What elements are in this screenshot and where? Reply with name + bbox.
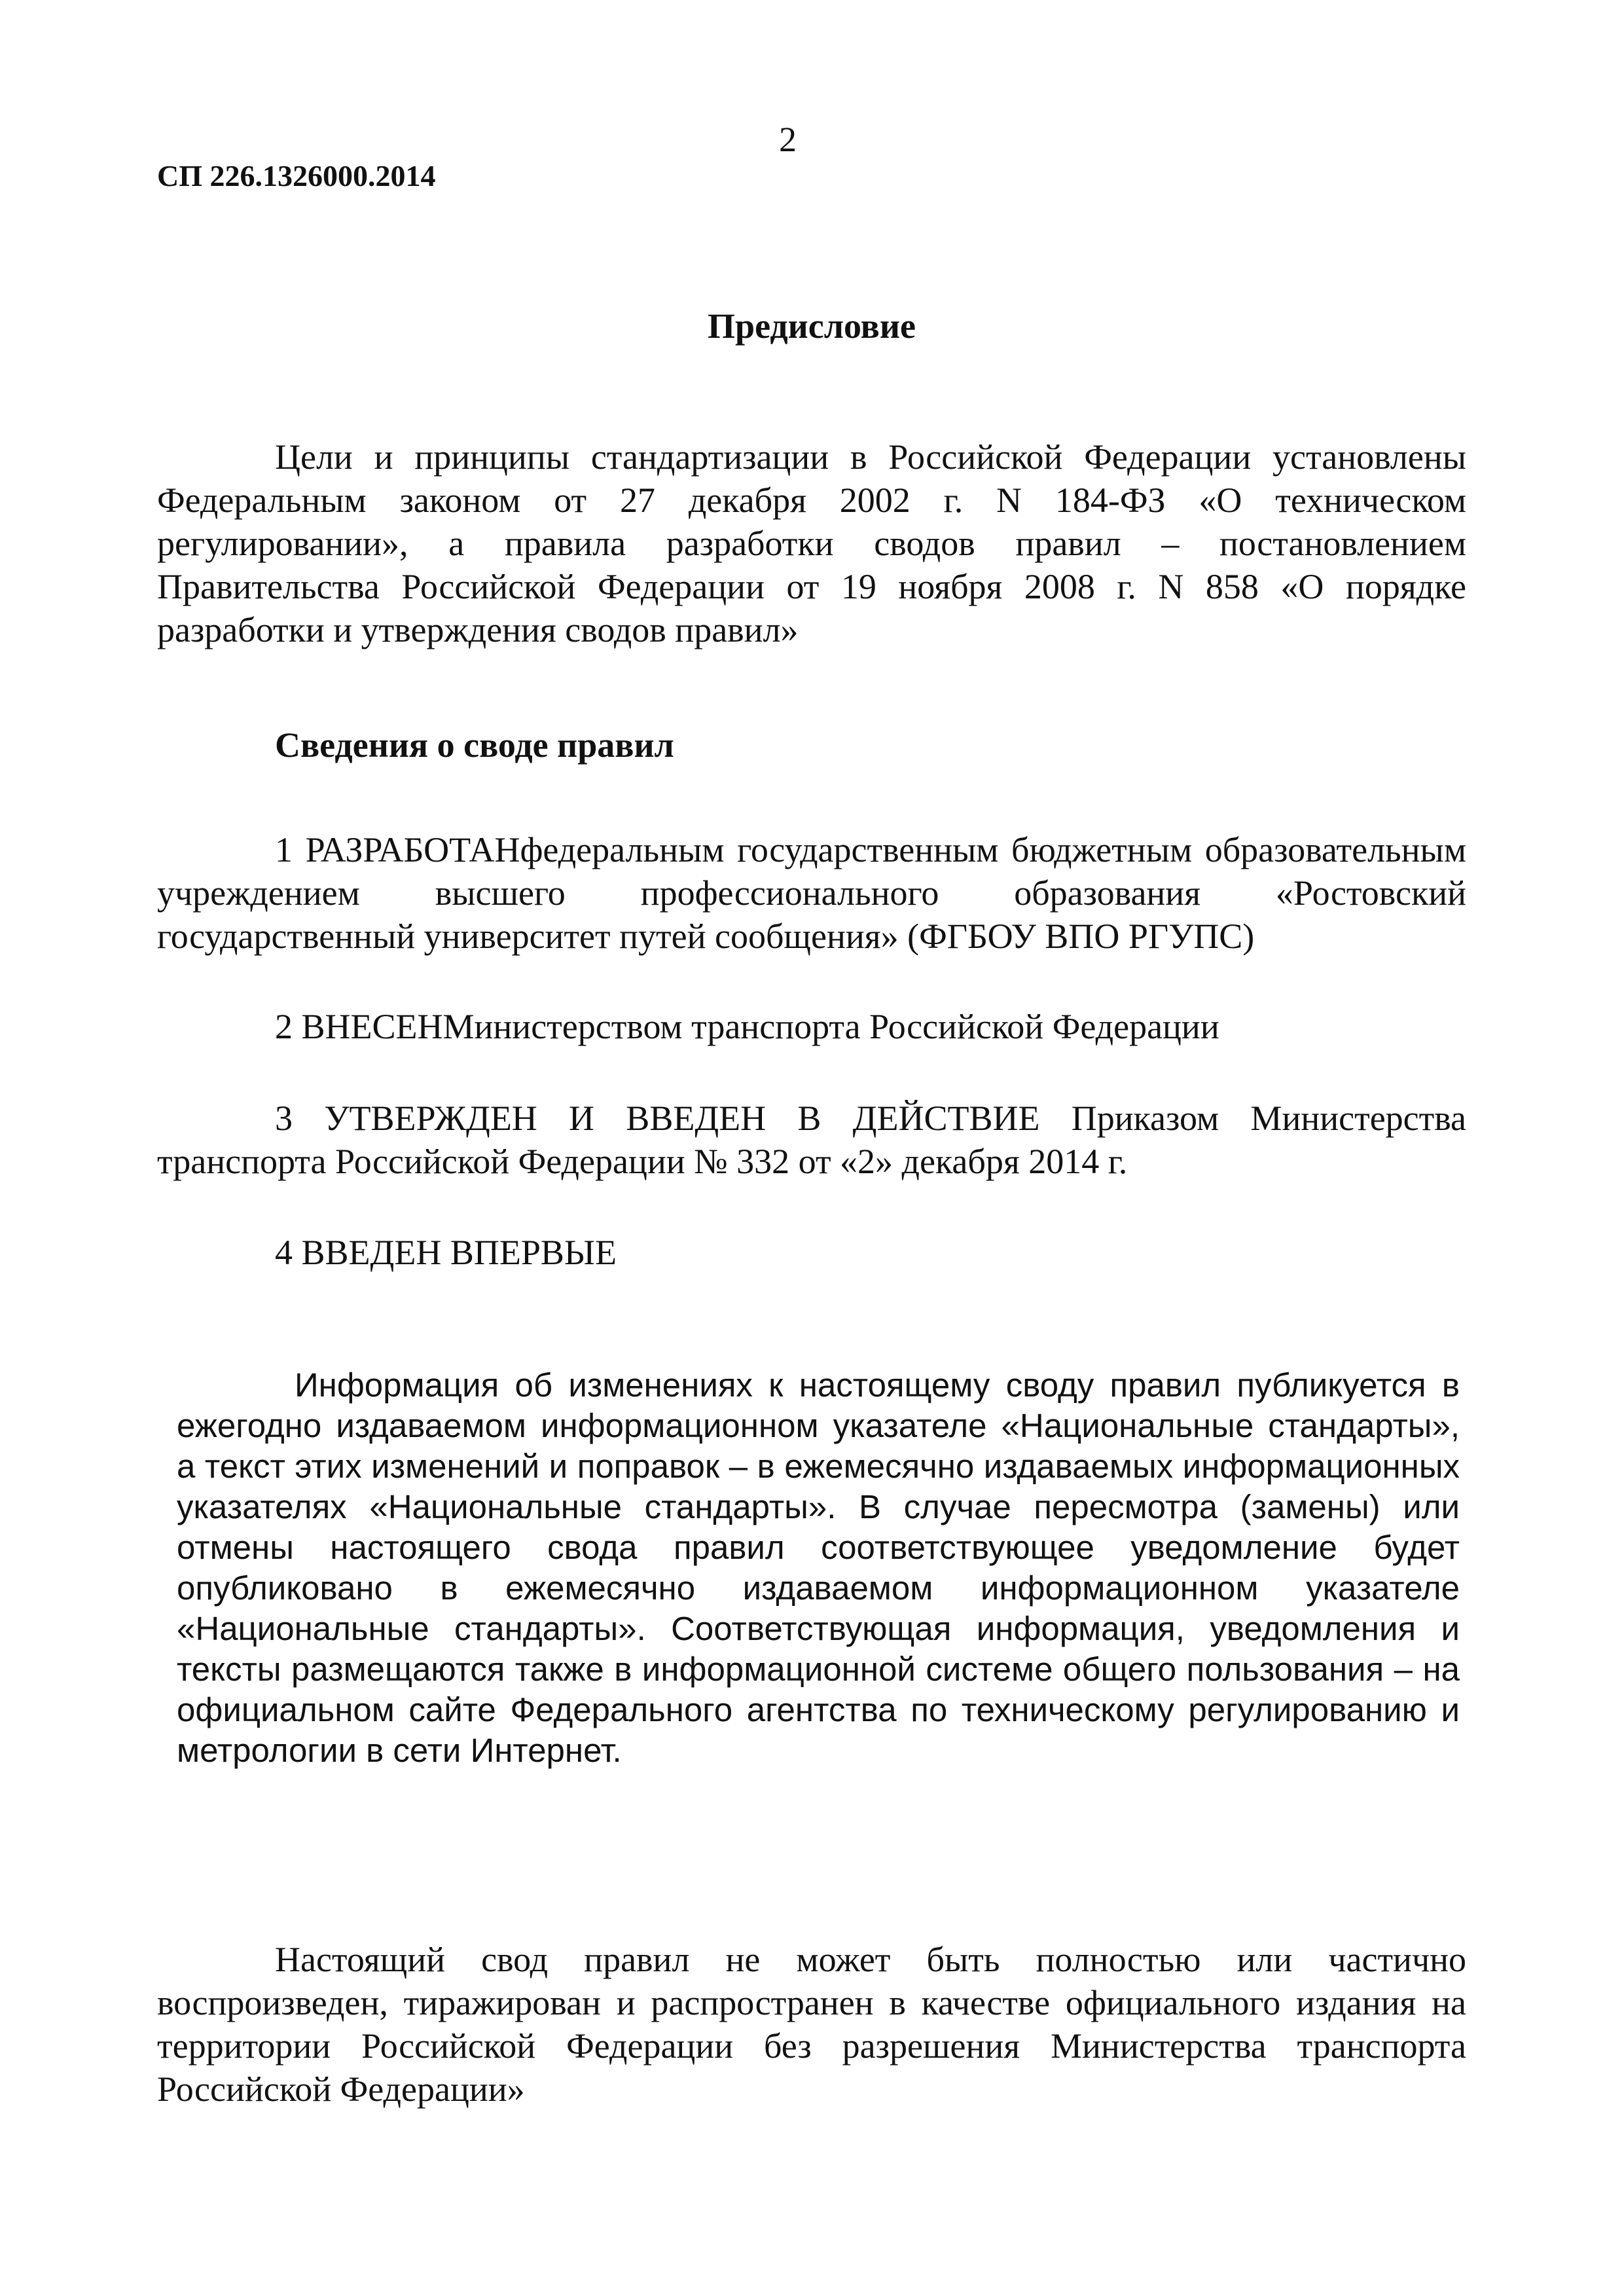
preface-title: Предисловие <box>708 306 916 346</box>
changes-notice: Информация об изменениях к настоящему своду правил публикуется в ежегодно издаваемом информационном указателе «Национальные стандарты», а текст этих изменений и поправок – в ежемесячно издаваемых информационных указателях «Национальные стандарты». В случае пересмотра (замены) или отмены настоящего свода правил соответствующее уведомление будет опубликовано в ежемесячно издаваемом информационном указателе «Национальные стандарты». Соответствующая информация, уведомления и тексты размещаются также в информационной системе общего пользования – на официальном сайте Федерального агентства по техническому регулированию и метрологии в сети Интернет. <box>177 1366 1460 1769</box>
preface-paragraph: Цели и принципы стандартизации в Российской Федерации установлены Федеральным законом от 27 декабря 2002 г. N 184-ФЗ «О техническом регулировании», а правила разработки сводов правил – постановлением Правительства Российской Федерации от 19 ноября 2008 г. N 858 «О порядке разработки и утверждения сводов правил» <box>157 437 1466 649</box>
info-item-4: 4 ВВЕДЕН ВПЕРВЫЕ <box>275 1233 617 1272</box>
info-item-1: 1 РАЗРАБОТАНфедеральным государственным бюджетным образовательным учреждением высшего профессионального образования «Ростовский государственный университет путей сообщения» (ФГБОУ ВПО РГУПС) <box>157 830 1466 956</box>
document-code: СП 226.1326000.2014 <box>157 159 436 192</box>
copyright-notice: Настоящий свод правил не может быть полностью или частично воспроизведен, тиражирован и распространен в качестве официального издания на территории Российской Федерации без разрешения Министерства транспорта Российской Федерации» <box>157 1940 1466 2109</box>
info-item-3: 3 УТВЕРЖДЕН И ВВЕДЕН В ДЕЙСТВИЕ Приказом Министерства транспорта Российской Федерации № 332 от «2» декабря 2014 г. <box>157 1099 1466 1181</box>
page-number: 2 <box>779 120 797 159</box>
info-title: Сведения о своде правил <box>275 725 674 765</box>
info-item-2: 2 ВНЕСЕНМинистерством транспорта Российской Федерации <box>275 1007 1219 1046</box>
